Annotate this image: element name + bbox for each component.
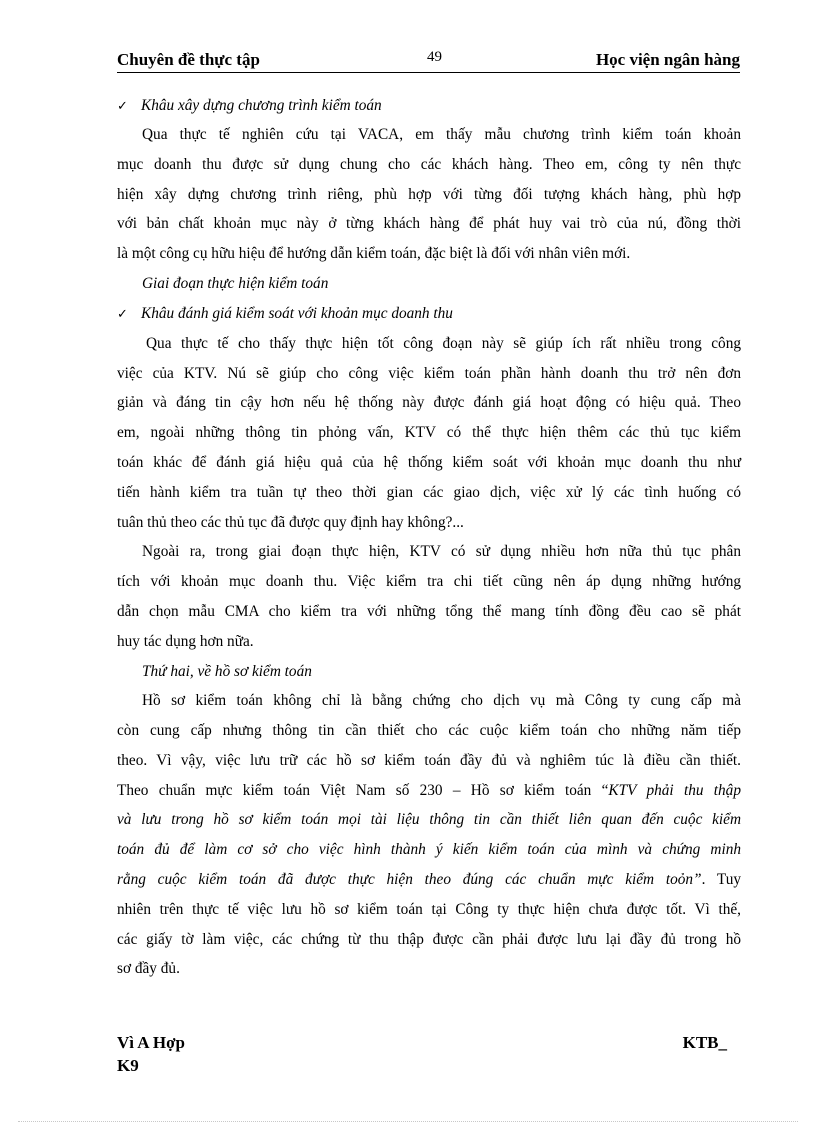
paragraph-line [117, 686, 741, 716]
footer-author: Vì A Hợp [117, 1033, 185, 1052]
quote-text: rằng cuộc kiểm toán đã được thực hiện theo đúng các chuẩn mực kiểm toỏn” [117, 871, 702, 888]
paragraph-line: em, ngoài những thông tin phỏng vấn, KTV có thể thực hiện thêm các thủ tục kiểm [117, 424, 741, 441]
header-title: Chuyên đề thực tập [117, 50, 260, 69]
check-mark-icon: ✓ [117, 99, 128, 114]
check-mark-icon: ✓ [117, 307, 128, 322]
line-text: Ngoài ra, trong giai đoạn thực hiện, KTV có sử dụng nhiều hơn nữa thủ tục phân [142, 543, 741, 560]
paragraph-line: tích với khoản mục doanh thu. Việc kiểm tra chi tiết cũng nên áp dụng những hướng [117, 573, 741, 590]
paragraph-line: với bản chất khoản mục này ở từng khách hàng để phát huy vai trò của nú, đồng thời [117, 215, 741, 232]
paragraph-line: theo. Vì vậy, việc lưu trữ các hồ sơ kiểm toán đầy đủ và nghiêm túc là điều cần thiết. [117, 752, 741, 769]
paragraph-line: còn cung cấp nhưng thông tin cần thiết cho các cuộc kiểm toán cho những năm tiếp [117, 722, 741, 739]
subheading-text: Khâu đánh giá kiểm soát với khoản mục doanh thu [141, 305, 453, 322]
paragraph-line [117, 537, 741, 567]
subheading-program [117, 91, 382, 121]
paragraph-line: việc của KTV. Nú sẽ giúp cho công việc kiểm toán phần hành doanh thu trở nên đơn [117, 365, 741, 382]
subheading-control [117, 299, 453, 329]
line-text: . Tuy [701, 871, 742, 888]
paragraph-line [117, 329, 741, 359]
paragraph-line: mục doanh thu được sử dụng chung cho các khách hàng. Theo em, công ty nên thực [117, 156, 741, 173]
page-bottom-divider [18, 1121, 798, 1122]
paragraph-line: các giấy tờ làm việc, các chứng từ thu thập được cần phải được lưu lại đầy đủ trong hồ [117, 931, 741, 948]
paragraph-line: hiện xây dựng chương trình riêng, phù hợp với từng đối tượng khách hàng, phù hợp [117, 186, 741, 203]
paragraph-line: toán khác để đánh giá hiệu quả của hệ thống kiểm soát với khoản mục doanh thu như [117, 454, 741, 471]
footer-class-code: KTB_ [682, 1033, 727, 1052]
section-heading: Giai đoạn thực hiện kiểm toán [142, 275, 329, 292]
page-header [117, 50, 740, 73]
quote-line: và lưu trong hồ sơ kiểm toán mọi tài liệu thông tin cần thiết liên quan đến cuộc kiểm [117, 811, 741, 828]
line-text: Hồ sơ kiểm toán không chỉ là bằng chứng cho dịch vụ mà Công ty cung cấp mà [142, 692, 741, 709]
quote-line: toán đủ để làm cơ sở cho việc hình thành ý kiến kiểm toán của mình và chứng minh [117, 841, 741, 858]
paragraph-line: là một công cụ hữu hiệu để hướng dẫn kiểm toán, đặc biệt là đối với nhân viên mới. [117, 245, 631, 262]
page-number: 49 [427, 49, 442, 65]
paragraph-line [117, 776, 741, 806]
paragraph-line: giản và đáng tin cậy hơn nếu hệ thống này được đánh giá hoạt động có hiệu quả. Theo [117, 394, 741, 411]
paragraph-line: sơ đầy đủ. [117, 960, 180, 977]
quote-text: KTV phải thu thập [608, 782, 741, 799]
paragraph-line [117, 120, 741, 150]
paragraph-line [117, 865, 741, 895]
line-text: Qua thực tế cho thấy thực hiện tốt công đoạn này sẽ giúp ích rất nhiều trong công [146, 335, 741, 352]
header-institution: Học viện ngân hàng [595, 50, 740, 69]
paragraph-line: tuân thủ theo các thủ tục đã được quy định hay không?... [117, 514, 464, 531]
paragraph-line: dẫn chọn mẫu CMA cho kiểm tra với những tổng thể mang tính đồng đều cao sẽ phát [117, 603, 741, 620]
paragraph-line: tiến hành kiểm tra tuần tự theo thời gian các giao dịch, việc xử lý các tình huống có [117, 484, 741, 501]
line-text: Qua thực tế nghiên cứu tại VACA, em thấy mẫu chương trình kiểm toán khoản [142, 126, 741, 143]
paragraph-line: huy tác dụng hơn nữa. [117, 633, 254, 650]
paragraph-line: nhiên trên thực tế việc lưu hồ sơ kiểm toán tại Công ty thực hiện chưa được tốt. Vì thế, [117, 901, 741, 918]
footer-class-suffix: K9 [117, 1056, 139, 1075]
section-heading: Thứ hai, về hồ sơ kiểm toán [142, 663, 312, 680]
line-text: Theo chuẩn mực kiểm toán Việt Nam số 230 – Hồ sơ kiểm toán “ [117, 782, 609, 799]
subheading-text: Khâu xây dựng chương trình kiểm toán [141, 97, 382, 114]
